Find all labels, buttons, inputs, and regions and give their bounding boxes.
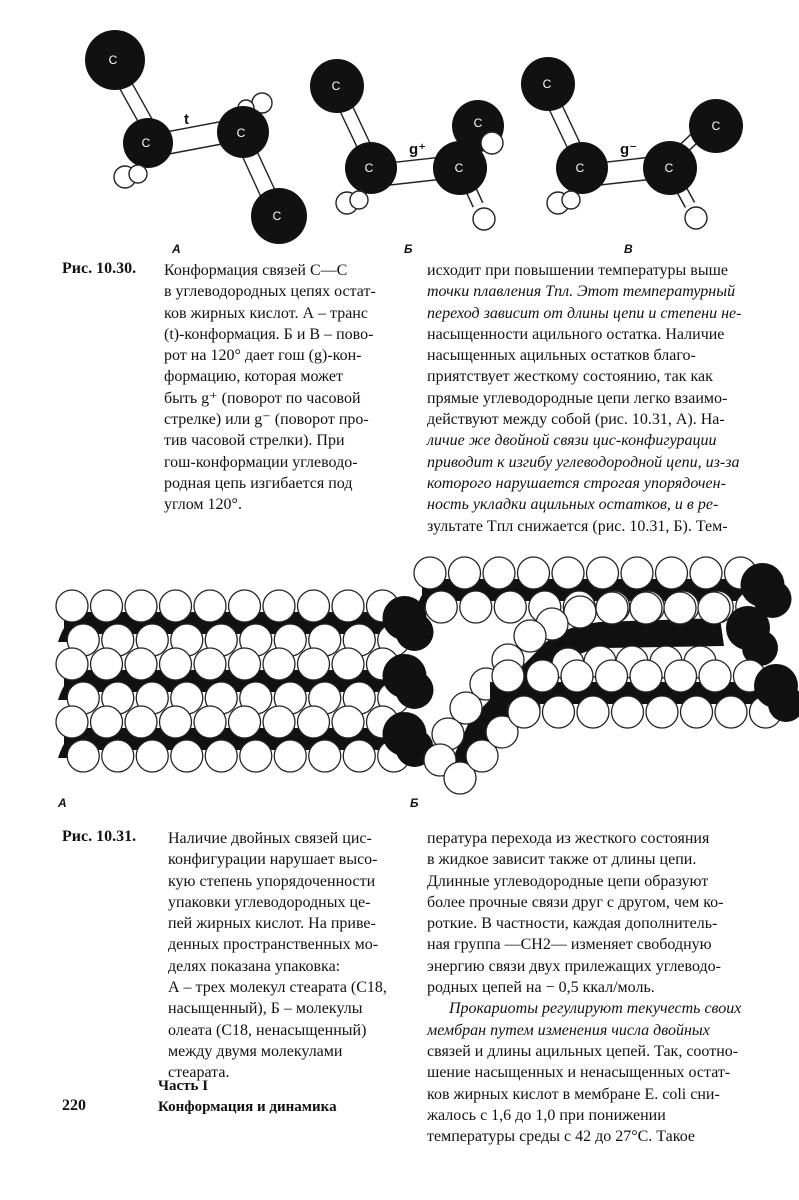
body-line: точки плавления Tпл. Этот температурный (427, 283, 736, 301)
hydrogen-sphere (656, 557, 688, 589)
hydrogen-sphere (664, 592, 696, 624)
caption-line: кую степень упорядоченности (168, 872, 376, 890)
body-line: приятствует жесткому состоянию, так как (427, 368, 713, 386)
hydrogen-sphere (160, 706, 192, 738)
atom-label: C (542, 77, 552, 91)
figure-panel-label-a: А (58, 796, 67, 810)
hydrogen-sphere (56, 590, 88, 622)
atom-label: C (272, 209, 282, 223)
hydrogen-sphere (414, 557, 446, 589)
hydrogen-sphere (646, 696, 678, 728)
hydrogen-sphere (56, 706, 88, 738)
body-line: связей и длины ацильных цепей. Так, соотно- (427, 1042, 739, 1060)
body-line: роткие. В частности, каждая дополнитель- (427, 915, 718, 933)
hydrogen-sphere (274, 740, 306, 772)
body-line: зультате Tпл снижается (рис. 10.31, Б). Тем- (427, 517, 728, 535)
caption-line: Конформация связей С—С (164, 262, 348, 279)
hydrogen-sphere (298, 590, 330, 622)
body-line: родных цепей на − 0,5 ккал/моль. (427, 979, 655, 997)
caption-line: рот на 120° дает гош (g)-кон- (164, 347, 362, 365)
hydrogen-sphere (229, 706, 261, 738)
stearate-packing-model (56, 590, 434, 772)
hydrogen-sphere (690, 557, 722, 589)
caption-line: упаковки углеводородных це- (168, 893, 371, 911)
body-line: шение насыщенных и ненасыщенных остат- (427, 1064, 731, 1082)
carboxyl-oxygen (396, 671, 434, 709)
atom-label: C (711, 119, 721, 133)
carboxyl-oxygen (396, 613, 434, 651)
body-line: ков жирных кислот в мембране E. coli сни- (427, 1085, 720, 1103)
body-line: исходит при повышении температуры выше (427, 262, 729, 279)
caption-line: стрелке) или g⁻ (поворот про- (164, 411, 369, 429)
bond-label-gauche-plus: g⁺ (409, 141, 427, 158)
hydrogen-sphere (229, 590, 261, 622)
hydrogen-sphere (518, 557, 550, 589)
hydrogen-sphere (449, 557, 481, 589)
body-line: ность укладки ацильных остатков, и в ре- (427, 496, 719, 514)
hydrogen-sphere (552, 557, 584, 589)
atom-label: C (141, 136, 151, 150)
body-line: температуры среды с 42 до 27°C. Такое (427, 1128, 696, 1146)
figure-panel-label-v: В (624, 242, 633, 256)
body-text-bottom (427, 828, 770, 1147)
body-line: насыщенных ацильных остатков благо- (427, 347, 696, 365)
caption-line: (t)-конформация. Б и В – пово- (164, 325, 374, 343)
atom-label: C (454, 161, 464, 175)
caption-line: быть g⁺ (поворот по часовой (164, 389, 361, 407)
caption-line: формацию, которая может (164, 368, 343, 386)
hydrogen-sphere (91, 648, 123, 680)
body-line: действуют между собой (рис. 10.31, А). На- (427, 411, 725, 429)
hydrogen-sphere (630, 660, 662, 692)
hydrogen-sphere (698, 592, 730, 624)
hydrogen-sphere (514, 620, 546, 652)
caption-line: олеата (C18, ненасыщенный) (168, 1021, 367, 1039)
caption-line: Наличие двойных связей цис- (168, 830, 372, 847)
hydrogen-sphere (564, 596, 596, 628)
caption-line: делях показана упаковка: (168, 957, 341, 975)
atom-label: C (331, 79, 341, 93)
body-line: ная группа —CH2— изменяет свободную (427, 936, 712, 954)
hydrogen-sphere (543, 696, 575, 728)
hydrogen-sphere (460, 591, 492, 623)
hydrogen-sphere (263, 590, 295, 622)
hydrogen-sphere (298, 648, 330, 680)
hydrogen-sphere (194, 706, 226, 738)
hydrogen-sphere (492, 660, 524, 692)
atom-label: C (236, 126, 246, 140)
atom-label: C (575, 161, 585, 175)
hydrogen-sphere (332, 590, 364, 622)
body-line: прямые углеводородные цепи легко взаимо- (427, 389, 728, 407)
atom-label: C (473, 116, 483, 130)
caption-line: гош-конформации углеводо- (164, 453, 358, 471)
hydrogen-sphere (125, 590, 157, 622)
atom-label: C (664, 161, 674, 175)
caption-line: тив часовой стрелки). При (164, 432, 345, 450)
hydrogen-sphere (263, 648, 295, 680)
body-line: переход зависит от длины цепи и степени не- (427, 304, 742, 322)
caption-line: денных пространственных мо- (168, 936, 379, 954)
hydrogen-sphere (298, 706, 330, 738)
hydrogen-sphere (160, 590, 192, 622)
hydrogen-sphere (160, 648, 192, 680)
hydrogen-sphere (527, 660, 559, 692)
hydrogen-sphere (171, 740, 203, 772)
hydrogen-sphere (91, 706, 123, 738)
hydrogen-sphere (577, 696, 609, 728)
figure-panel-label-b: Б (410, 796, 419, 810)
hydrogen-sphere (125, 706, 157, 738)
body-line: жалось с 1,6 до 1,0 при понижении (427, 1106, 666, 1124)
hydrogen-sphere (194, 648, 226, 680)
hydrogen-sphere (508, 696, 540, 728)
hydrogen-sphere (596, 592, 628, 624)
caption-line: ков жирных кислот. А – транс (164, 304, 368, 322)
figure-caption-label: Рис. 10.31. (62, 828, 137, 845)
body-line: личие же двойной связи цис-конфигурации (427, 432, 717, 450)
footer-part: Часть I (158, 1078, 209, 1094)
caption-line: конфигурации нарушает высо- (168, 851, 378, 869)
hydrogen-sphere (263, 706, 295, 738)
hydrogen-sphere (561, 660, 593, 692)
caption-line: насыщенный), Б – молекулы (168, 1000, 363, 1018)
caption-line: родная цепь изгибается под (164, 474, 353, 492)
oleate-stearate-packing-model (414, 557, 799, 794)
hydrogen-sphere (229, 648, 261, 680)
hydrogen-sphere (494, 591, 526, 623)
hydrogen-sphere (136, 740, 168, 772)
hydrogen-sphere (332, 648, 364, 680)
figure-panel-label-b: Б (404, 242, 413, 256)
figure-caption-label: Рис. 10.30. (62, 260, 137, 277)
hydrogen-sphere (205, 740, 237, 772)
hydrogen-sphere (425, 591, 457, 623)
hydrogen-sphere (67, 740, 99, 772)
hydrogen-sphere (681, 696, 713, 728)
hydrogen-sphere (621, 557, 653, 589)
footer-section-title: Конформация и динамика (158, 1099, 337, 1115)
body-line: мембран путем изменения числа двойных (427, 1021, 710, 1039)
body-line: приводит к изгибу углеводородной цепи, из-за (427, 453, 740, 471)
body-line: Длинные углеводородные цепи образуют (427, 872, 709, 890)
caption-line: пей жирных кислот. На приве- (168, 915, 376, 933)
caption-line: между двумя молекулами (168, 1042, 343, 1060)
hydrogen-sphere (596, 660, 628, 692)
stearate-chain (490, 660, 799, 728)
caption-line: стеарата. (168, 1064, 230, 1082)
hydrogen-sphere (665, 660, 697, 692)
figure-caption-text (168, 828, 406, 1084)
hydrogen-sphere (343, 740, 375, 772)
hydrogen-sphere (612, 696, 644, 728)
body-line: более прочные связи друг с другом, чем ко- (427, 893, 724, 911)
hydrogen-sphere (240, 740, 272, 772)
hydrogen-sphere (102, 740, 134, 772)
hydrogen-sphere (125, 648, 157, 680)
hydrogen-sphere (332, 706, 364, 738)
page-number: 220 (62, 1097, 86, 1114)
hydrogen-sphere (630, 592, 662, 624)
hydrogen-sphere (56, 648, 88, 680)
bond-label-gauche-minus: g⁻ (620, 141, 638, 158)
caption-line: углом 120°. (164, 496, 242, 514)
hydrogen-sphere (483, 557, 515, 589)
hydrogen-sphere (309, 740, 341, 772)
hydrogen-sphere (715, 696, 747, 728)
body-line: Прокариоты регулируют текучесть своих (449, 1000, 742, 1018)
body-line: энергию связи двух прилежащих углеводо- (427, 957, 721, 975)
hydrogen-sphere (587, 557, 619, 589)
body-line: в жидкое зависит также от длины цепи. (427, 851, 697, 869)
body-line: пература перехода из жесткого состояния (427, 830, 710, 847)
hydrogen-sphere (699, 660, 731, 692)
atom-label: C (108, 53, 118, 67)
bond-label-trans: t (184, 111, 189, 128)
body-line: которого нарушается строгая упорядочен- (427, 474, 726, 492)
figure-panel-label-a: А (172, 242, 181, 256)
hydrogen-sphere (91, 590, 123, 622)
atom-label: C (364, 161, 374, 175)
body-line: насыщенности ацильного остатка. Наличие (427, 325, 725, 343)
hydrogen-sphere (194, 590, 226, 622)
caption-line: А – трех молекул стеарата (C18, (168, 979, 387, 997)
caption-line: в углеводородных цепях остат- (164, 283, 376, 301)
